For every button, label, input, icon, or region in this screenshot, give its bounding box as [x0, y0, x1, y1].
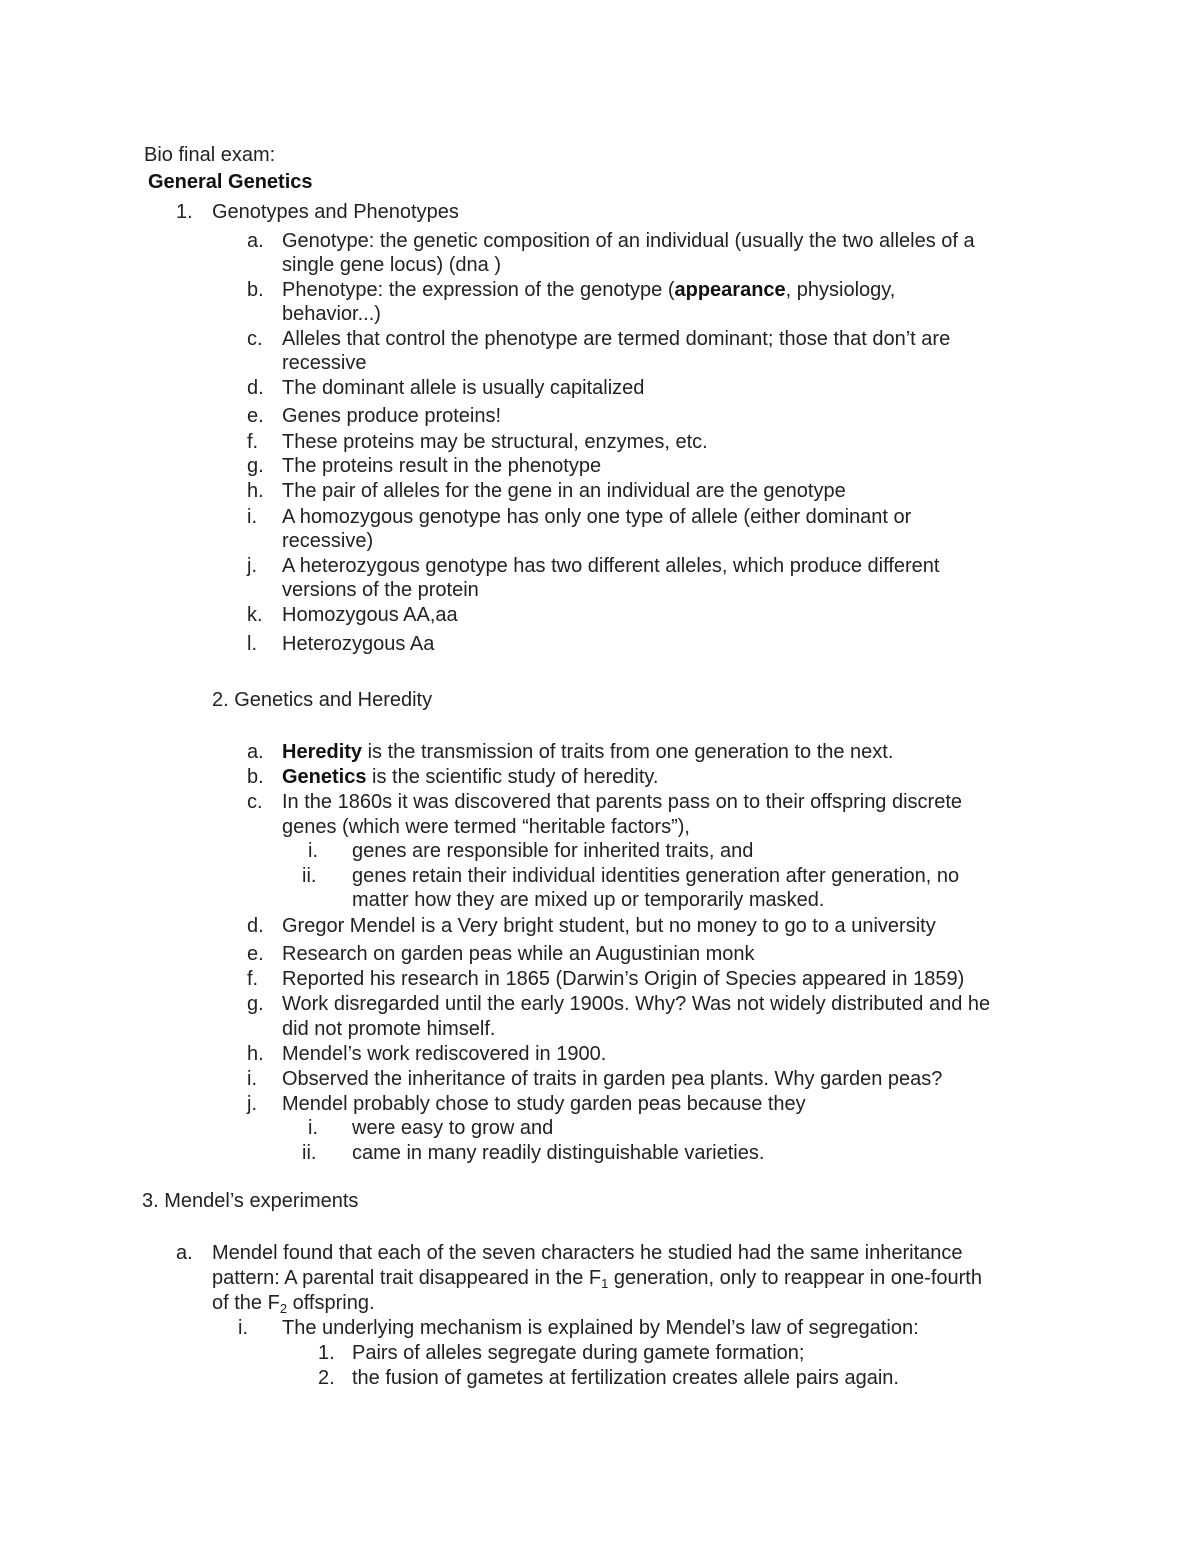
list-marker: i. — [247, 1068, 257, 1090]
section-1-marker: 1. — [176, 201, 193, 223]
list-item-text: Mendel’s work rediscovered in 1900. — [282, 1043, 607, 1065]
list-item-text: Research on garden peas while an Augustinian monk — [282, 943, 755, 965]
sublist-item-text: The underlying mechanism is explained by Mendel’s law of segregation: — [282, 1317, 919, 1339]
sublist-item-text: genes are responsible for inherited traits, and — [352, 840, 754, 862]
list-marker: l. — [247, 633, 257, 655]
list-item-text — [282, 765, 658, 789]
list-item-text: Homozygous AA,aa — [282, 604, 458, 626]
list-item-text: Mendel found that each of the seven characters he studied had the same inheritance — [212, 1242, 963, 1264]
list-item-text: Genes produce proteins! — [282, 405, 502, 427]
list-marker: b. — [247, 279, 264, 301]
list-marker: j. — [247, 555, 257, 577]
sublist-item-text: were easy to grow and — [352, 1117, 554, 1139]
list-item-text — [282, 740, 893, 764]
list-item-text: Heterozygous Aa — [282, 633, 435, 655]
sublist-item-text: came in many readily distinguishable varieties. — [352, 1142, 765, 1164]
list-item-text: genes (which were termed “heritable factors”), — [282, 816, 690, 838]
list-item-text: Work disregarded until the early 1900s. Why? Was not widely distributed and he — [282, 993, 991, 1015]
list-item-text: versions of the protein — [282, 579, 479, 601]
subscript: 1 — [601, 1276, 609, 1291]
list-item-text: These proteins may be structural, enzymes, etc. — [282, 431, 708, 453]
section-3-title: 3. Mendel’s experiments — [142, 1190, 359, 1212]
list-marker: g. — [247, 455, 264, 477]
list-item-text: recessive) — [282, 530, 374, 552]
sublist-marker: i. — [308, 1117, 318, 1139]
list-marker: a. — [247, 230, 264, 252]
list-marker: h. — [247, 480, 264, 502]
list-marker: a. — [247, 741, 264, 763]
text-run: , physiology, — [785, 279, 896, 301]
list-marker: h. — [247, 1043, 264, 1065]
list-item-text: single gene locus) (dna ) — [282, 254, 502, 276]
list-item-text: Gregor Mendel is a Very bright student, but no money to go to a university — [282, 915, 936, 937]
document-title: Bio final exam: — [144, 144, 276, 166]
sublist-marker: ii. — [302, 1142, 317, 1164]
text-run: Phenotype: the expression of the genotype ( — [282, 279, 675, 301]
list-marker: j. — [247, 1093, 257, 1115]
list-item-text: Genotype: the genetic composition of an individual (usually the two alleles of a — [282, 230, 975, 252]
sublist-marker: i. — [308, 840, 318, 862]
section-1-title: Genotypes and Phenotypes — [212, 201, 459, 223]
list-item-text — [212, 1266, 982, 1290]
list-item-text: Alleles that control the phenotype are termed dominant; those that don’t are — [282, 328, 951, 350]
bold-term: Genetics — [282, 766, 367, 788]
text-run: of the F — [212, 1292, 280, 1314]
sublist-marker: i. — [238, 1317, 248, 1339]
bold-term: appearance — [674, 279, 786, 301]
list-item-text — [212, 1291, 375, 1315]
sublist-item-text: the fusion of gametes at fertilization creates allele pairs again. — [352, 1367, 899, 1389]
list-marker: g. — [247, 993, 264, 1015]
sublist-item-text: matter how they are mixed up or temporarily masked. — [352, 889, 825, 911]
list-item-text: The dominant allele is usually capitalized — [282, 377, 645, 399]
list-marker: d. — [247, 915, 264, 937]
list-marker: a. — [176, 1242, 193, 1264]
list-marker: c. — [247, 791, 263, 813]
list-item-text: The pair of alleles for the gene in an individual are the genotype — [282, 480, 846, 502]
list-marker: e. — [247, 405, 264, 427]
bold-term: Heredity — [282, 741, 363, 763]
list-item-text: Observed the inheritance of traits in garden pea plants. Why garden peas? — [282, 1068, 943, 1090]
list-item-text: A heterozygous genotype has two different alleles, which produce different — [282, 555, 940, 577]
list-item-text: did not promote himself. — [282, 1018, 496, 1040]
text-run: offspring. — [287, 1292, 375, 1314]
list-item-text: Reported his research in 1865 (Darwin’s Origin of Species appeared in 1859) — [282, 968, 965, 990]
list-marker: d. — [247, 377, 264, 399]
list-marker: e. — [247, 943, 264, 965]
sublist-marker: ii. — [302, 865, 317, 887]
sublist-item-text: genes retain their individual identities generation after generation, no — [352, 865, 960, 887]
text-run: generation, only to reappear in one-fourth — [608, 1267, 982, 1289]
subscript: 2 — [279, 1301, 288, 1316]
sublist-marker: 1. — [318, 1342, 335, 1364]
section-heading: General Genetics — [148, 171, 313, 193]
list-marker: i. — [247, 506, 257, 528]
section-2-title: 2. Genetics and Heredity — [212, 689, 433, 711]
list-marker: b. — [247, 766, 264, 788]
list-marker: c. — [247, 328, 263, 350]
list-item-text: behavior...) — [282, 303, 381, 325]
text-run: is the transmission of traits from one generation to the next. — [362, 741, 894, 763]
list-item-text — [282, 278, 895, 302]
list-item-text: A homozygous genotype has only one type of allele (either dominant or — [282, 506, 912, 528]
sublist-marker: 2. — [318, 1367, 335, 1389]
text-run: pattern: A parental trait disappeared in the F — [212, 1267, 602, 1289]
list-marker: f. — [247, 431, 259, 453]
sublist-item-text: Pairs of alleles segregate during gamete formation; — [352, 1342, 805, 1364]
list-item-text: In the 1860s it was discovered that parents pass on to their offspring discrete — [282, 791, 963, 813]
list-item-text: recessive — [282, 352, 367, 374]
list-marker: f. — [247, 968, 259, 990]
list-item-text: Mendel probably chose to study garden peas because they — [282, 1093, 806, 1115]
list-item-text: The proteins result in the phenotype — [282, 455, 602, 477]
list-marker: k. — [247, 604, 263, 626]
text-run: is the scientific study of heredity. — [366, 766, 659, 788]
